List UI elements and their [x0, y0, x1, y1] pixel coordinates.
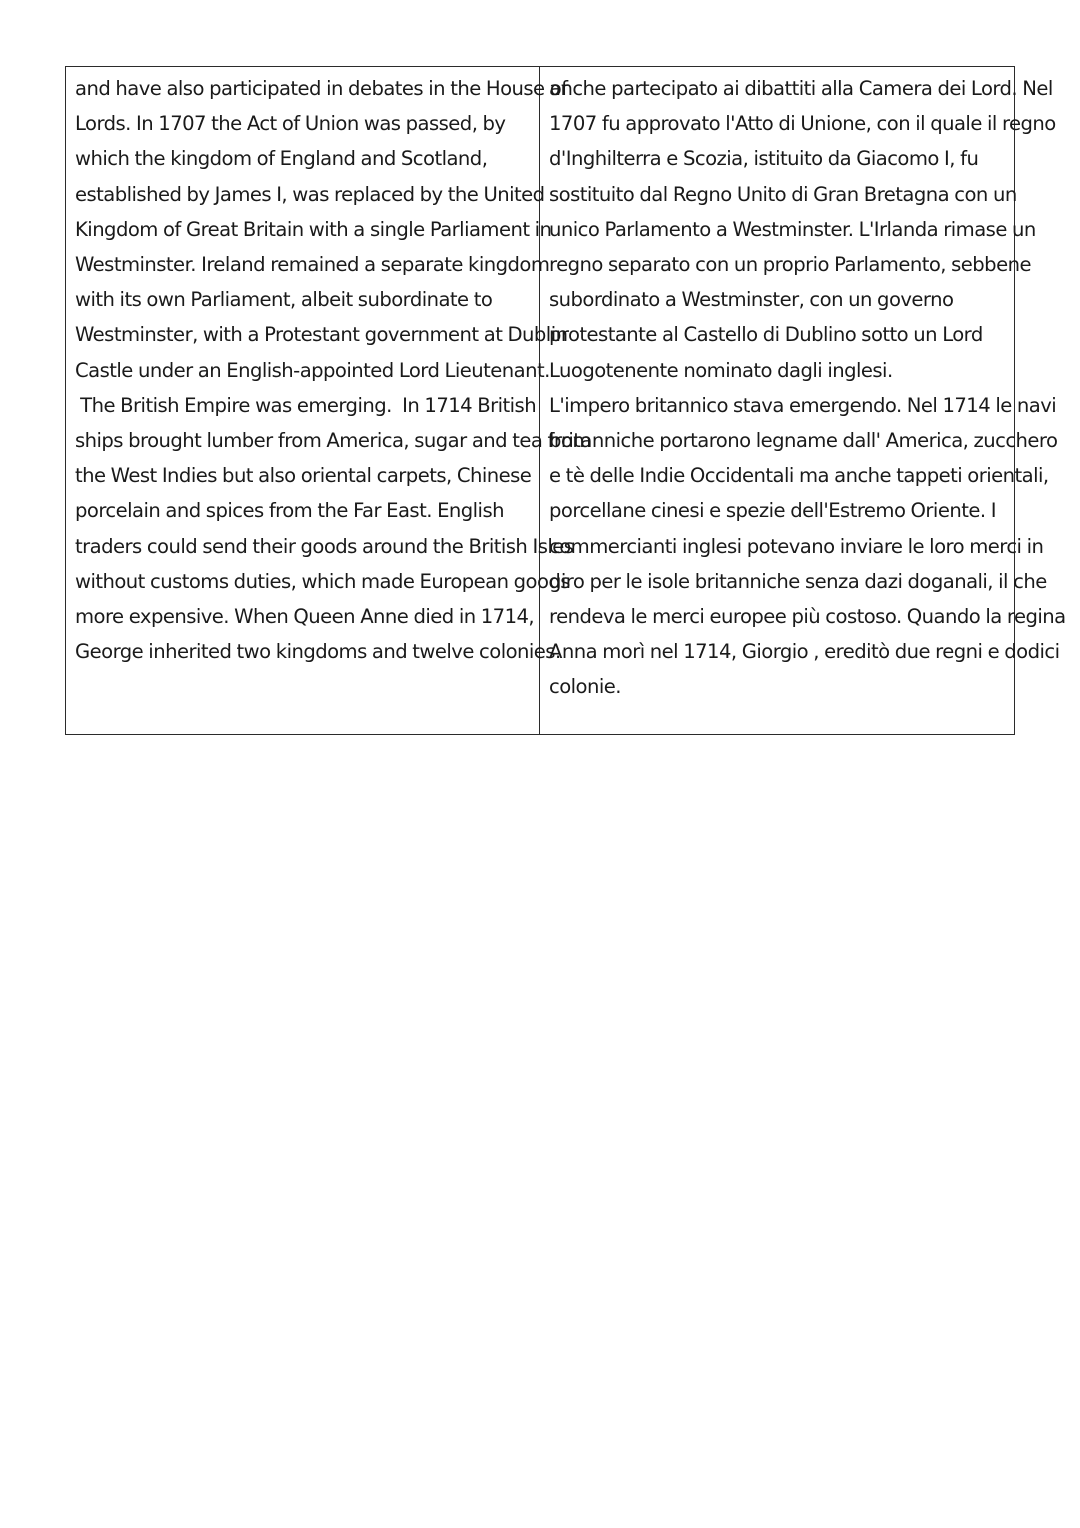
english-line: George inherited two kingdoms and twelve colonies. [75, 640, 561, 664]
english-line: with its own Parliament, albeit subordinate to [75, 288, 493, 312]
italian-line: protestante al Castello di Dublino sotto un Lord [549, 323, 983, 347]
italian-line: Anna morì nel 1714, Giorgio , ereditò due regni e dodici [549, 640, 1060, 664]
english-line: established by James I, was replaced by the United [75, 182, 545, 206]
english-line: Castle under an English-appointed Lord Lieutenant. [75, 358, 550, 382]
english-line: The British Empire was emerging. In 1714 British [75, 393, 537, 417]
english-line: which the kingdom of England and Scotland, [75, 147, 488, 171]
italian-line: L'impero britannico stava emergendo. Nel 1714 le navi [549, 393, 1057, 417]
italian-line: sostituito dal Regno Unito di Gran Bretagna con un [549, 182, 1017, 206]
italian-line: d'Inghilterra e Scozia, istituito da Giacomo I, fu [549, 147, 979, 171]
english-line: Lords. In 1707 the Act of Union was passed, by [75, 112, 506, 136]
bilingual-text-table [65, 66, 1066, 735]
english-line: traders could send their goods around the British Isles [75, 534, 574, 558]
english-line: the West Indies but also oriental carpets, Chinese [75, 464, 532, 488]
italian-line: anche partecipato ai dibattiti alla Camera dei Lord. Nel [549, 77, 1053, 100]
italian-line: britanniche portarono legname dall' America, zucchero [549, 429, 1058, 453]
italian-line: unico Parlamento a Westminster. L'Irlanda rimase un [549, 217, 1036, 241]
english-line: porcelain and spices from the Far East. English [75, 499, 504, 523]
italian-line: e tè delle Indie Occidentali ma anche tappeti orientali, [549, 464, 1049, 488]
italian-line: colonie. [549, 675, 621, 699]
italian-line: commercianti inglesi potevano inviare le loro merci in [549, 534, 1044, 558]
english-line: Kingdom of Great Britain with a single Parliament in [75, 217, 552, 241]
italian-line: rendeva le merci europee più costoso. Quando la regina [549, 605, 1066, 629]
italian-line: Luogotenente nominato dagli inglesi. [549, 358, 893, 382]
english-line: Westminster, with a Protestant government at Dublin [75, 323, 568, 347]
english-column [66, 67, 591, 734]
english-line: ships brought lumber from America, sugar and tea from [75, 429, 591, 453]
english-line: and have also participated in debates in the House of [75, 77, 568, 100]
italian-line: regno separato con un proprio Parlamento, sebbene [549, 253, 1031, 277]
english-line: without customs duties, which made European goods [75, 569, 570, 593]
english-line: Westminster. Ireland remained a separate kingdom [75, 253, 550, 277]
english-line: more expensive. When Queen Anne died in 1714, [75, 605, 535, 629]
italian-line: 1707 fu approvato l'Atto di Unione, con il quale il regno [549, 112, 1056, 136]
italian-column [540, 67, 1066, 734]
italian-line: subordinato a Westminster, con un governo [549, 288, 954, 312]
italian-line: giro per le isole britanniche senza dazi doganali, il che [549, 569, 1047, 593]
italian-line: porcellane cinesi e spezie dell'Estremo Oriente. I [549, 499, 996, 523]
